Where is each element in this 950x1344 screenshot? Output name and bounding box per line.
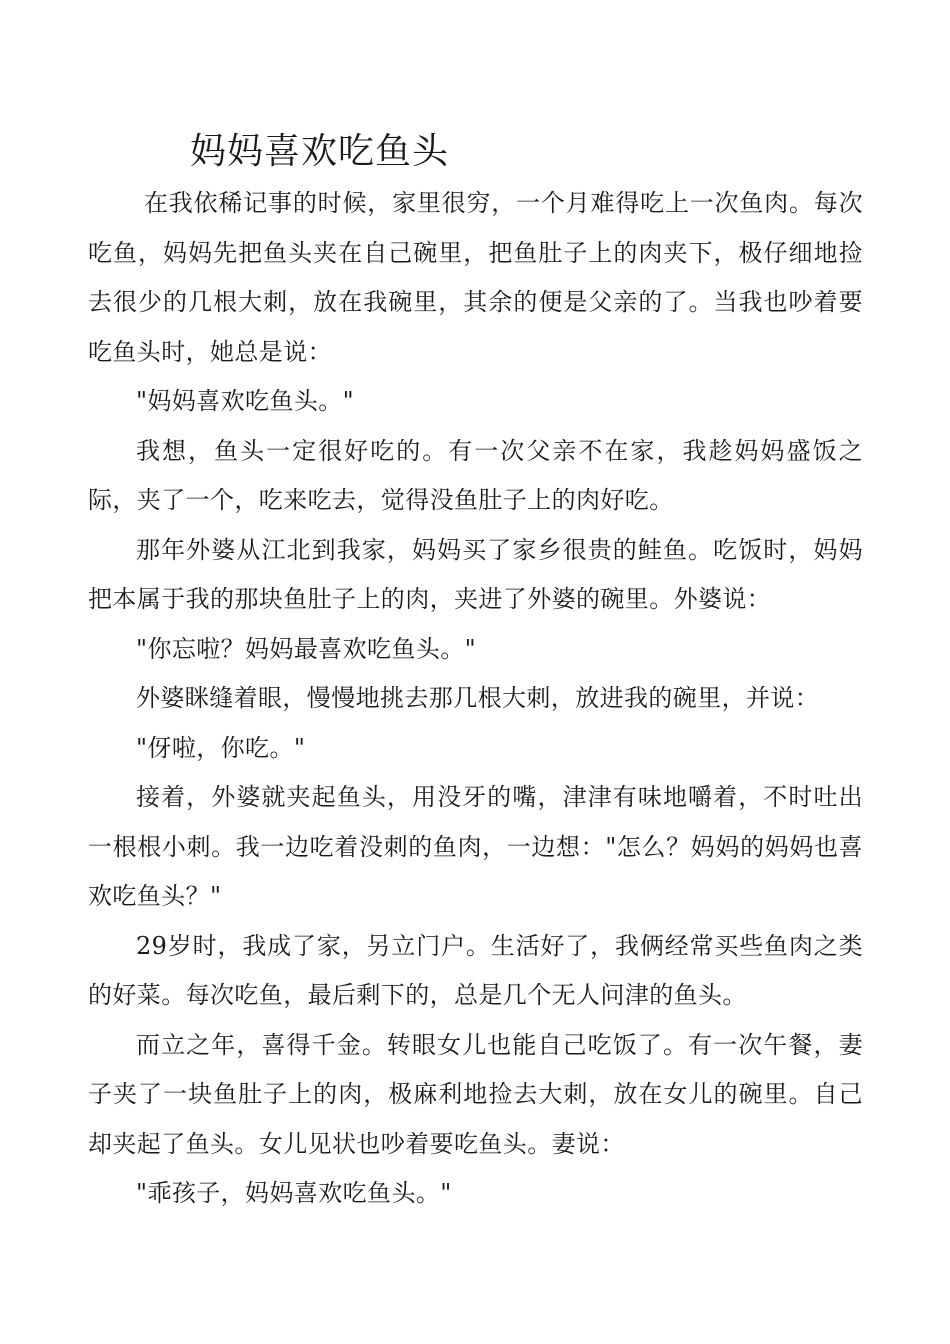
paragraph: 而立之年，喜得千金。转眼女儿也能自己吃饭了。有一次午餐，妻子夹了一块鱼肚子上的肉，极麻利地捡去大刺，放在女儿的碗里。自己却夹起了鱼头。女儿见状也吵着要吃鱼头。妻说： [88,1030,863,1158]
paragraph: 我想，鱼头一定很好吃的。有一次父亲不在家，我趁妈妈盛饭之际，夹了一个，吃来吃去，觉得没鱼肚子上的肉好吃。 [88,436,863,514]
paragraph: "乖孩子，妈妈喜欢吃鱼头。" [136,1179,452,1207]
paragraph: "你忘啦？妈妈最喜欢吃鱼头。" [136,634,477,663]
paragraph: 外婆眯缝着眼，慢慢地挑去那几根大刺，放进我的碗里，并说： [136,684,820,712]
document-body [88,179,863,1219]
paragraph: 29岁时，我成了家，另立门户。生活好了，我俩经常买些鱼肉之类的好菜。每次吃鱼，最后剩下的，总是几个无人问津的鱼头。 [88,931,863,1009]
paragraph: 那年外婆从江北到我家，妈妈买了家乡很贵的鲑鱼。吃饭时，妈妈把本属于我的那块鱼肚子上的肉，夹进了外婆的碗里。外婆说： [88,535,863,613]
paragraph: "妈妈喜欢吃鱼头。" [136,387,355,415]
paragraph: 接着，外婆就夹起鱼头，用没牙的嘴，津津有味地嚼着，不时吐出一根根小刺。我一边吃着没刺的鱼肉，一边想："怎么？妈妈的妈妈也喜欢吃鱼头？" [88,783,863,910]
paragraph: "伢啦，你吃。" [136,733,306,762]
paragraph: 在我依稀记事的时候，家里很穷，一个月难得吃上一次鱼肉。每次吃鱼，妈妈先把鱼头夹在自己碗里，把鱼肚子上的肉夹下，极仔细地捡去很少的几根大刺，放在我碗里，其余的便是父亲的了。当我也吵着要吃鱼头时，她总是说： [88,189,863,366]
document-title: 妈妈喜欢吃鱼头 [190,131,450,172]
